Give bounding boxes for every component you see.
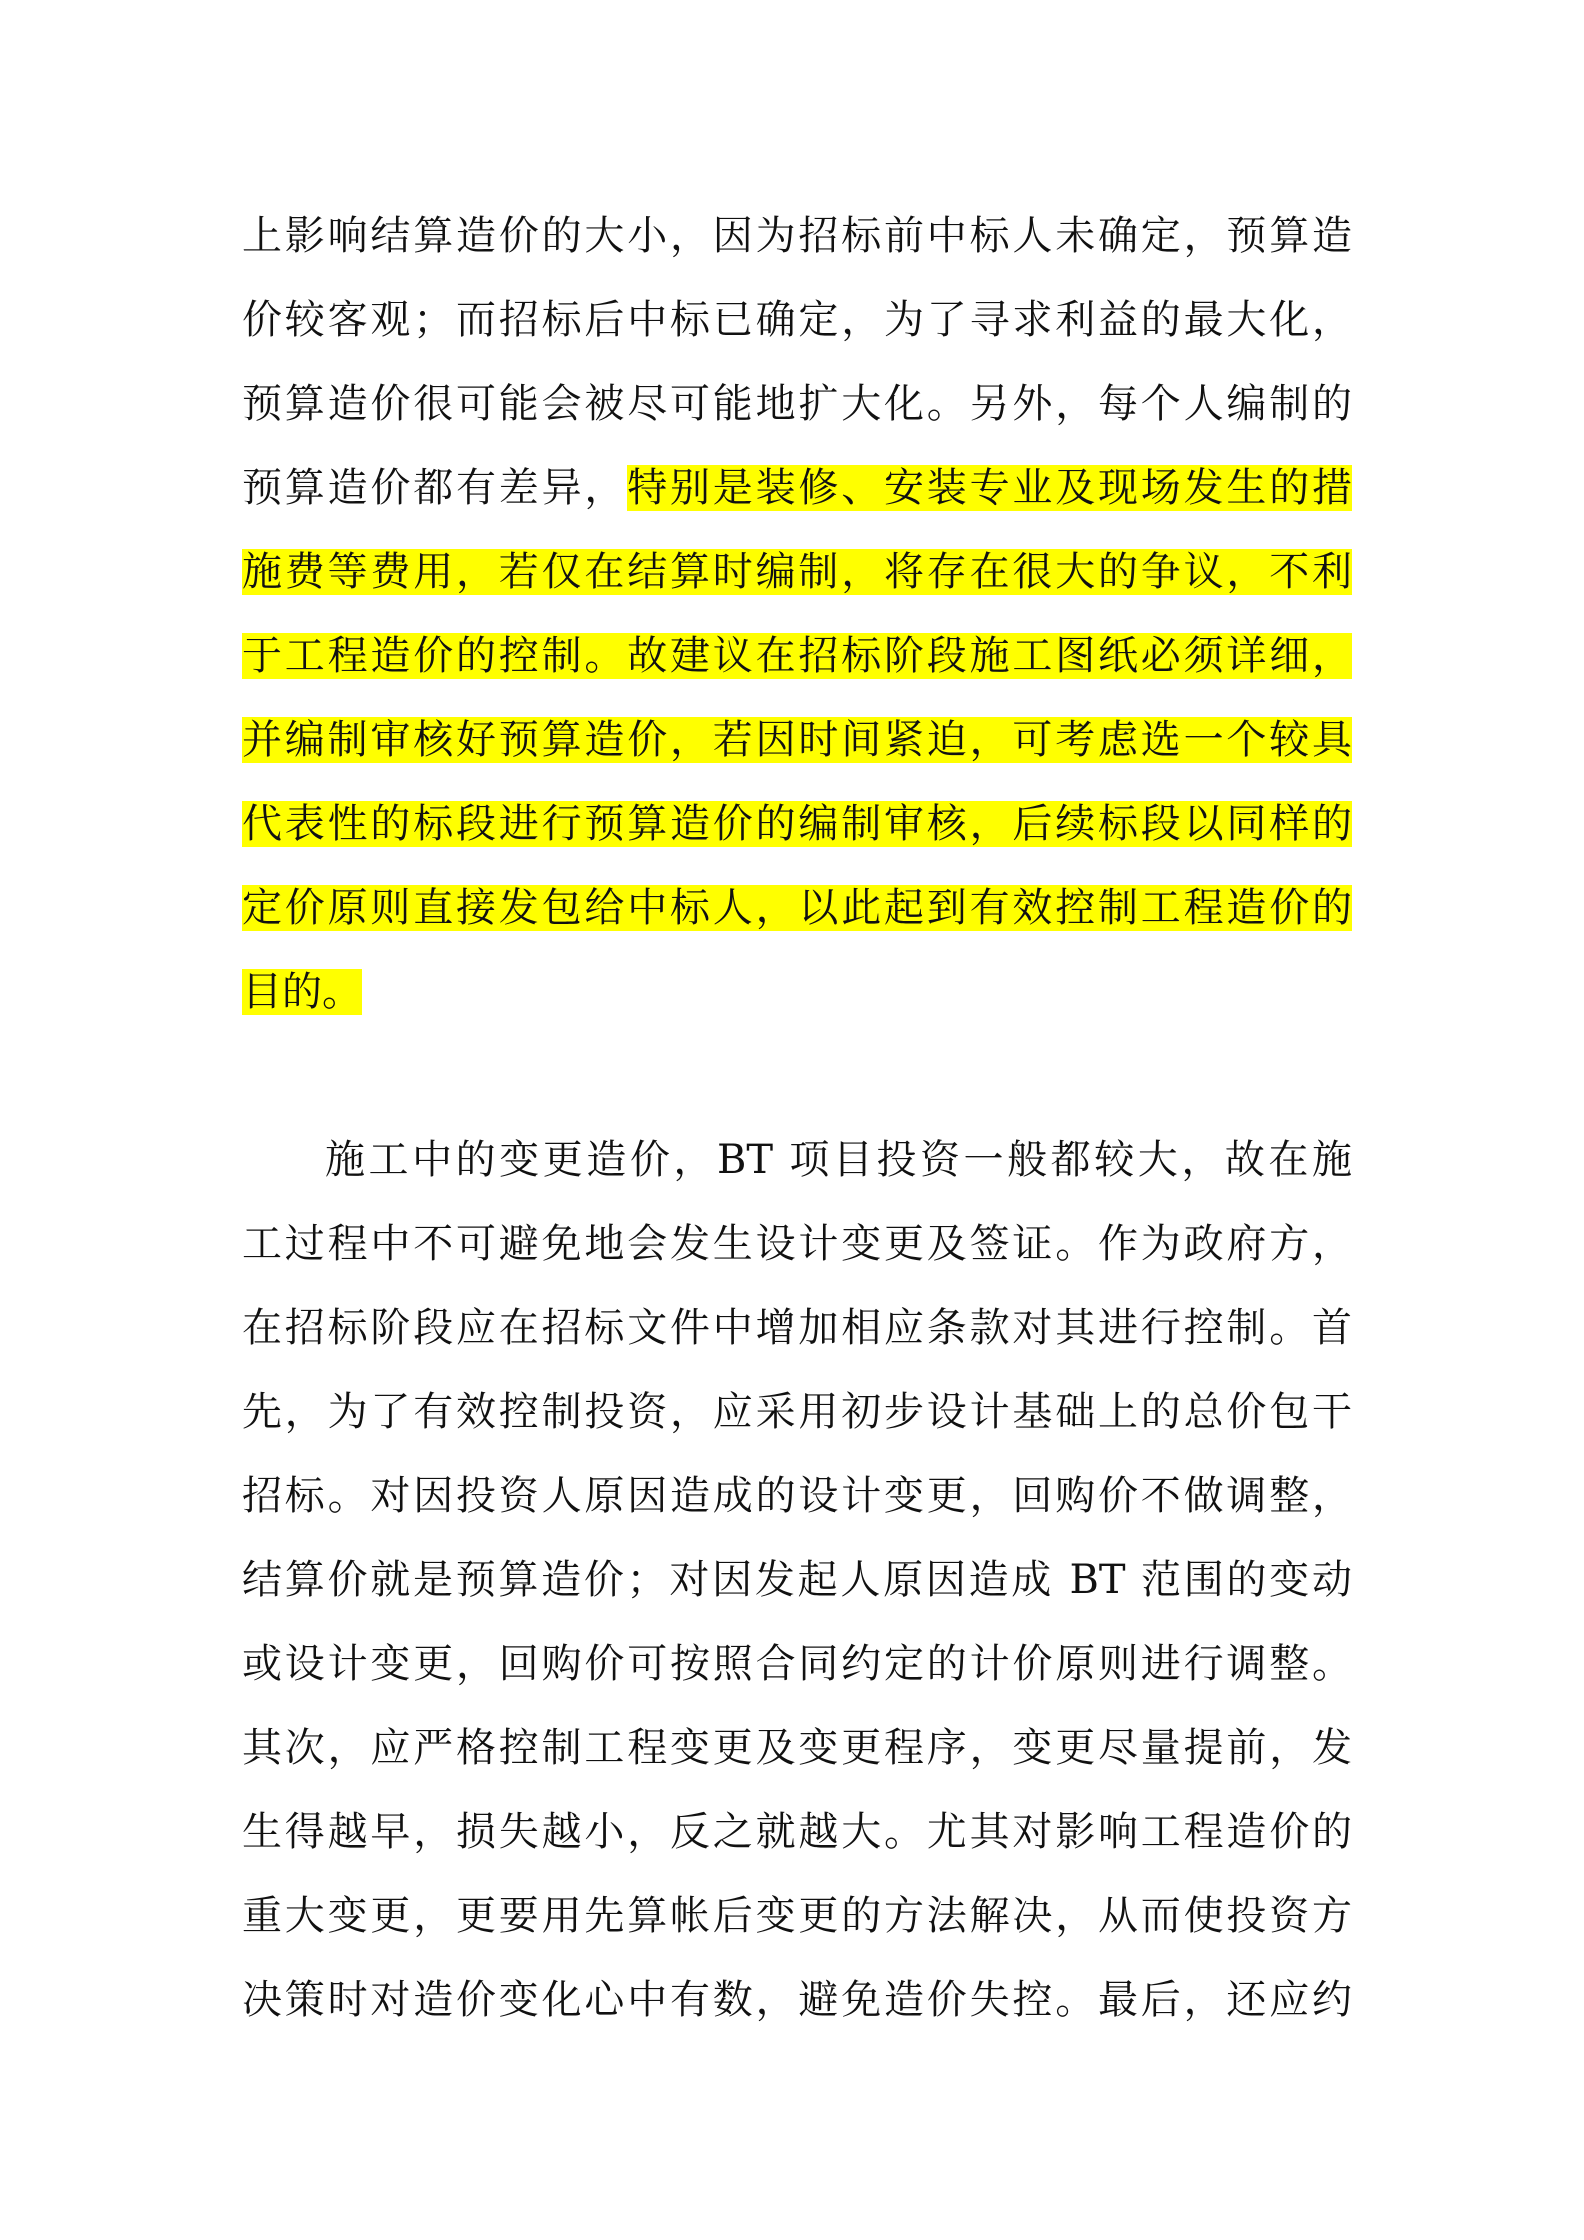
paragraph-2-line-8: 其次，应严格控制工程变更及变更程序，变更尽量提前，发 bbox=[242, 1725, 1352, 1771]
paragraph-2-line-10: 重大变更，更要用先算帐后变更的方法解决，从而使投资方 bbox=[242, 1893, 1352, 1939]
highlighted-text: 定价原则直接发包给中标人，以此起到有效控制工程造价的 bbox=[242, 885, 1352, 931]
paragraph-2-line-2: 工过程中不可避免地会发生设计变更及签证。作为政府方， bbox=[242, 1221, 1352, 1267]
highlighted-text: 并编制审核好预算造价，若因时间紧迫，可考虑选一个较具 bbox=[242, 717, 1352, 763]
paragraph-2-line-3: 在招标阶段应在招标文件中增加相应条款对其进行控制。首 bbox=[242, 1305, 1352, 1351]
paragraph-1-line-5 bbox=[242, 536, 1352, 608]
paragraph-2-line-5: 招标。对因投资人原因造成的设计变更，回购价不做调整， bbox=[242, 1473, 1352, 1519]
paragraph-2-line-1: 施工中的变更造价，BT 项目投资一般都较大，故在施 bbox=[325, 1137, 1352, 1183]
paragraph-1-line-1: 上影响结算造价的大小，因为招标前中标人未确定，预算造 bbox=[242, 213, 1352, 259]
paragraph-2-line-6: 结算价就是预算造价；对因发起人原因造成 BT 范围的变动 bbox=[242, 1557, 1352, 1603]
paragraph-2-line-7: 或设计变更，回购价可按照合同约定的计价原则进行调整。 bbox=[242, 1641, 1352, 1687]
paragraph-1-line-3: 预算造价很可能会被尽可能地扩大化。另外，每个人编制的 bbox=[242, 381, 1352, 427]
paragraph-1-line-10 bbox=[242, 956, 1352, 1028]
highlighted-text: 代表性的标段进行预算造价的编制审核，后续标段以同样的 bbox=[242, 801, 1352, 847]
highlighted-text: 特别是装修、安装专业及现场发生的措 bbox=[627, 465, 1353, 511]
paragraph-1-line-2: 价较客观；而招标后中标已确定，为了寻求利益的最大化， bbox=[242, 297, 1352, 343]
paragraph-1-line-8 bbox=[242, 788, 1352, 860]
paragraph-2-line-9: 生得越早，损失越小，反之就越大。尤其对影响工程造价的 bbox=[242, 1809, 1352, 1855]
paragraph-2-line-11: 决策时对造价变化心中有数，避免造价失控。最后，还应约 bbox=[242, 1977, 1352, 2023]
paragraph-2-line-4: 先，为了有效控制投资，应采用初步设计基础上的总价包干 bbox=[242, 1389, 1352, 1435]
highlighted-text: 目的。 bbox=[242, 969, 362, 1015]
paragraph-1-line-9 bbox=[242, 872, 1352, 944]
highlighted-text: 于工程造价的控制。故建议在招标阶段施工图纸必须详细， bbox=[242, 633, 1352, 679]
highlighted-text: 施费等费用，若仅在结算时编制，将存在很大的争议，不利 bbox=[242, 549, 1352, 595]
paragraph-1-line-6 bbox=[242, 620, 1352, 692]
paragraph-1-line-4: 预算造价都有差异，特别是装修、安装专业及现场发生的措 bbox=[242, 465, 1353, 511]
paragraph-1-line-7 bbox=[242, 704, 1352, 776]
